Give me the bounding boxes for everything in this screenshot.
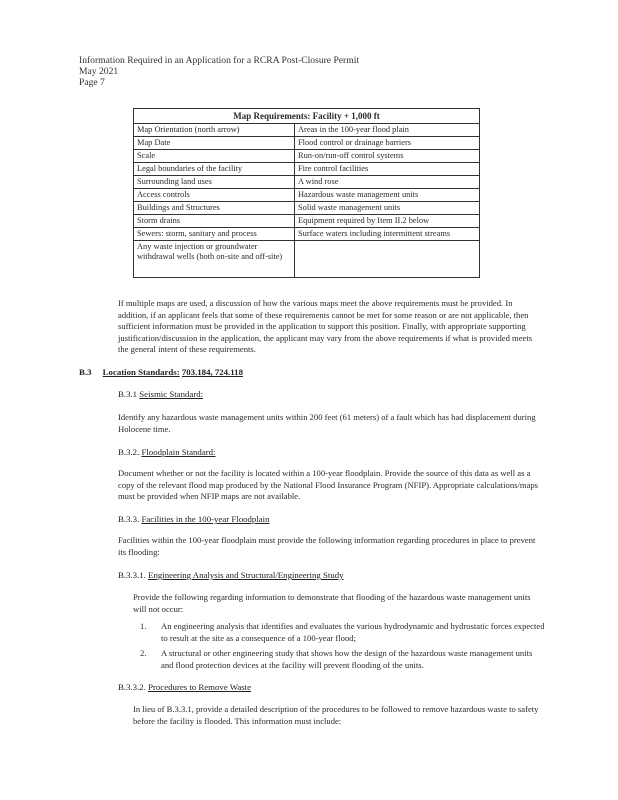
page-header — [79, 55, 359, 88]
table-cell: Access controls — [134, 189, 295, 202]
map-requirements-table — [133, 108, 480, 278]
table-cell: Surface waters including intermittent streams — [295, 228, 480, 241]
section-number: B.3.3. — [118, 514, 140, 524]
floodplain-facilities-paragraph: Facilities within the 100-year floodplain must provide the following information regarding procedures in place to prevent its flooding: — [118, 535, 536, 557]
table-cell: Areas in the 100-year flood plain — [295, 124, 480, 137]
header-title: Information Required in an Application for a RCRA Post-Closure Permit — [79, 55, 360, 66]
header-page-number: Page 7 — [79, 77, 105, 88]
table-cell — [295, 241, 480, 278]
section-b33-heading — [118, 514, 270, 525]
table-cell: Surrounding land uses — [134, 176, 295, 189]
table-cell: Flood control or drainage barriers — [295, 137, 480, 150]
table-row — [134, 176, 480, 189]
multiple-maps-paragraph: If multiple maps are used, a discussion of how the various maps meet the above requirements must be provided. In addition, if an applicant feels that some of these requirements cannot be met for some reason or are not applicable, then sufficient information must be provided in the application to support this position. Finally, with appropriate supporting justification/discussion in the application, the applicant may vary from the above requirements if what is provided meets the general intent of these requirements. — [118, 298, 533, 355]
list-item-text: A structural or other engineering study that shows how the design of the hazardous waste management units and flood protection devices at the facility will prevent flooding of the units. — [161, 648, 533, 670]
section-refs: 703.184, 724.118 — [181, 367, 243, 377]
table-cell: Run-on/run-off control systems — [295, 150, 480, 163]
table-row — [134, 124, 480, 137]
section-number: B.3.3.2. — [118, 682, 146, 692]
table-cell: Scale — [134, 150, 295, 163]
section-b32-heading — [118, 447, 216, 458]
table-row — [134, 163, 480, 176]
section-number: B.3.1 — [118, 389, 138, 399]
section-number: B.3.2. — [118, 447, 140, 457]
table-cell: Map Date — [134, 137, 295, 150]
section-title: Facilities in the 100-year Floodplain — [141, 514, 270, 524]
section-b31-heading — [118, 389, 203, 400]
table-row — [134, 202, 480, 215]
table-cell: Solid waste management units — [295, 202, 480, 215]
table-cell: Storm drains — [134, 215, 295, 228]
table-title: Map Requirements: Facility + 1,000 ft — [134, 109, 480, 124]
floodplain-paragraph: Document whether or not the facility is located within a 100-year floodplain. Provide the source of this data as well as a copy of the relevant flood map produced by the National Flood Insurance Program (NFIP). Appropriate calculations/maps must be provided when NFIP maps are not available. — [118, 468, 539, 502]
table-row — [134, 241, 480, 278]
section-number: B.3.3.1. — [118, 570, 146, 580]
table-cell: Buildings and Structures — [134, 202, 295, 215]
section-b331-heading — [118, 570, 344, 581]
table-row — [134, 228, 480, 241]
list-item-number: 2. — [140, 648, 147, 658]
section-b332-heading — [118, 682, 251, 693]
section-title: Procedures to Remove Waste — [148, 682, 252, 692]
table-cell: A wind rose — [295, 176, 480, 189]
section-title: Floodplain Standard: — [141, 447, 216, 457]
table-cell: Equipment required by Item II.2 below — [295, 215, 480, 228]
section-number: B.3 — [79, 367, 92, 377]
list-item-number: 1. — [140, 621, 147, 631]
remove-waste-paragraph: In lieu of B.3.3.1, provide a detailed description of the procedures to be followed to remove hazardous waste to safety before the facility is flooded. This information must include: — [133, 704, 539, 726]
table-row — [134, 137, 480, 150]
table-cell: Sewers: storm, sanitary and process — [134, 228, 295, 241]
engineering-analysis-paragraph: Provide the following regarding information to demonstrate that flooding of the hazardous waste management units will not occur: — [133, 592, 531, 614]
section-title: Location Standards: — [102, 367, 180, 377]
list-item-text: An engineering analysis that identifies and evaluates the various hydrodynamic and hydrostatic forces expected to result at the site as a consequence of a 100-year flood; — [161, 621, 545, 643]
table-row — [134, 189, 480, 202]
table-cell: Hazardous waste management units — [295, 189, 480, 202]
section-title: Seismic Standard: — [139, 389, 204, 399]
seismic-paragraph: Identify any hazardous waste management units within 200 feet (61 meters) of a fault which has had displacement during Holocene time. — [118, 412, 536, 434]
table-cell: Map Orientation (north arrow) — [134, 124, 295, 137]
section-b3-heading — [79, 367, 243, 378]
header-date: May 2021 — [79, 66, 119, 77]
table-cell: Fire control facilities — [295, 163, 480, 176]
section-title: Engineering Analysis and Structural/Engineering Study — [148, 570, 344, 580]
table-row — [134, 215, 480, 228]
table-row — [134, 150, 480, 163]
table-cell: Any waste injection or groundwater withdrawal wells (both on-site and off-site) — [134, 241, 295, 278]
table-cell: Legal boundaries of the facility — [134, 163, 295, 176]
